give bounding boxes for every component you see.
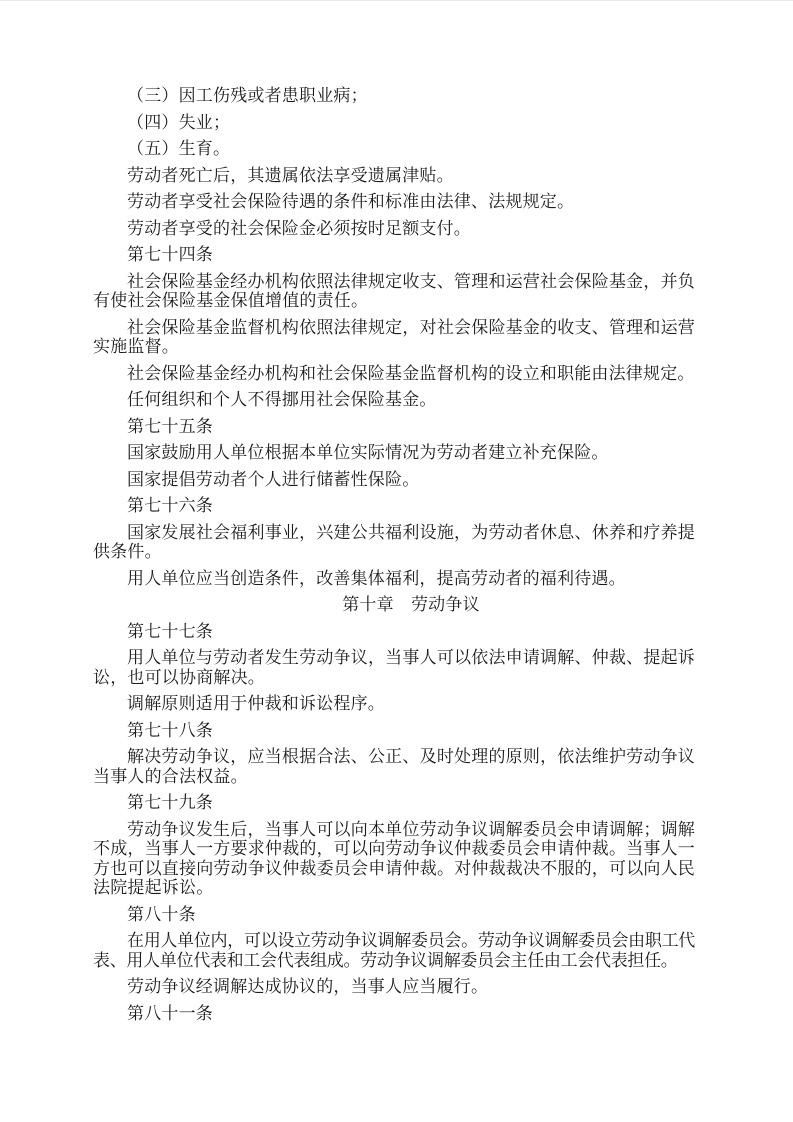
paragraph: 调解原则适用于仲裁和诉讼程序。 — [127, 694, 385, 713]
paragraph: （四）失业； — [127, 112, 231, 132]
paragraph: 劳动者享受社会保险待遇的条件和标准由法律、法规规定。 — [127, 192, 575, 211]
paragraph: 劳动者享受的社会保险金必须按时足额支付。 — [127, 218, 471, 238]
paragraph: 国家鼓励用人单位根据本单位实际情况为劳动者建立补充保险。 — [127, 443, 609, 462]
article-number: 第八十条 — [127, 904, 196, 924]
chapter-heading: 第十章 劳动争议 — [342, 595, 480, 614]
article-number: 第八十一条 — [127, 1003, 213, 1023]
paragraph: 在用人单位内，可以设立劳动争议调解委员会。劳动争议调解委员会由职工代表、用人单位代表和工会代表组成。劳动争议调解委员会主任由工会代表担任。 — [93, 931, 695, 970]
paragraph: （三）因工伤残或者患职业病； — [127, 86, 368, 105]
paragraph: 用人单位与劳动者发生劳动争议，当事人可以依法申请调解、仲裁、提起诉讼，也可以协商解决。 — [93, 648, 695, 687]
paragraph: 用人单位应当创造条件，改善集体福利，提高劳动者的福利待遇。 — [127, 568, 626, 588]
article-number: 第七十六条 — [127, 496, 213, 515]
paragraph: 社会保险基金经办机构依照法律规定收支、管理和运营社会保险基金，并负有使社会保险基金保值增值的责任。 — [93, 271, 695, 310]
paragraph: 劳动争议发生后，当事人可以向本单位劳动争议调解委员会申请调解；调解不成，当事人一方要求仲裁的，可以向劳动争议仲裁委员会申请仲裁。当事人一方也可以直接向劳动争议仲裁委员会申请仲裁。对仲裁裁决不服的，可以向人民法院提起诉讼。 — [93, 819, 695, 897]
paragraph: （五）生育。 — [127, 139, 231, 158]
paragraph: 解决劳动争议，应当根据合法、公正、及时处理的原则，依法维护劳动争议当事人的合法权益。 — [93, 747, 695, 786]
article-number: 第七十五条 — [127, 416, 213, 436]
document-content — [93, 86, 695, 1030]
paragraph: 劳动争议经调解达成协议的，当事人应当履行。 — [127, 977, 489, 996]
paragraph: 任何组织和个人不得挪用社会保险基金。 — [127, 390, 437, 409]
article-number: 第七十七条 — [127, 621, 213, 641]
article-number: 第七十九条 — [127, 793, 213, 812]
paragraph: 国家提倡劳动者个人进行储蓄性保险。 — [127, 469, 420, 489]
paragraph: 社会保险基金经办机构和社会保险基金监督机构的设立和职能由法律规定。 — [127, 363, 695, 383]
paragraph: 国家发展社会福利事业，兴建公共福利设施，为劳动者休息、休养和疗养提供条件。 — [93, 522, 695, 561]
article-number: 第七十四条 — [127, 245, 213, 264]
paragraph: 社会保险基金监督机构依照法律规定，对社会保险基金的收支、管理和运营实施监督。 — [93, 317, 695, 356]
article-number: 第七十八条 — [127, 720, 213, 740]
paragraph: 劳动者死亡后，其遗属依法享受遗属津贴。 — [127, 165, 454, 185]
